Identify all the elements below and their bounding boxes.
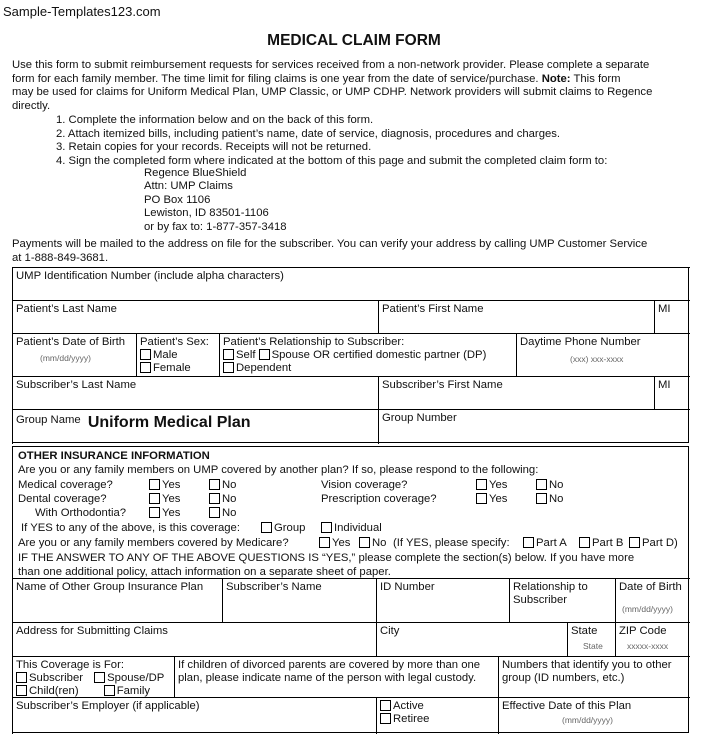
active-checkbox[interactable] (380, 700, 391, 711)
field-label: Patient’s First Name (382, 303, 484, 315)
part-b-checkbox[interactable] (579, 537, 590, 548)
retiree-checkbox[interactable] (380, 713, 391, 724)
vision-yes-checkbox[interactable] (476, 479, 487, 490)
dental-coverage-label: Dental coverage? (18, 493, 107, 505)
dependent-checkbox[interactable] (223, 362, 234, 373)
step-item: 4. Sign the completed form where indicated at the bottom of this page and submit the completed claim form to: (56, 154, 608, 167)
option-label: Active (393, 700, 424, 712)
effective-date-field[interactable] (498, 697, 690, 734)
field-label: Patient’s Last Name (16, 303, 117, 315)
other-insurance-section (12, 446, 689, 579)
field-hint: (mm/dd/yyyy) (622, 604, 673, 614)
field-label: Subscriber’s Employer (if applicable) (16, 700, 200, 712)
employer-field[interactable] (12, 697, 377, 734)
option-label: Spouse OR certified domestic partner (DP) (271, 349, 487, 361)
option-label: Family (116, 685, 151, 697)
medical-coverage-label: Medical coverage? (18, 479, 113, 491)
address-line: Lewiston, ID 83501-1106 (144, 207, 269, 220)
field-label: plan, please indicate name of the person with legal custody. (178, 672, 477, 684)
page-title: MEDICAL CLAIM FORM (267, 32, 441, 49)
prescription-coverage-label: Prescription coverage? (321, 493, 437, 505)
payment-line: Payments will be mailed to the address on file for the subscriber. You can verify your address by calling UMP Customer Service (12, 238, 648, 250)
field-label: Daytime Phone Number (520, 336, 641, 348)
field-label: Date of Birth (619, 581, 682, 593)
male-checkbox[interactable] (140, 349, 151, 360)
field-label: Patient’s Sex: (140, 336, 209, 348)
option-label: Group (274, 522, 306, 534)
field-hint: State (583, 641, 603, 651)
field-hint: (mm/dd/yyyy) (40, 353, 91, 363)
field-label: Subscriber’s First Name (382, 379, 503, 391)
medicare-yes-checkbox[interactable] (319, 537, 330, 548)
address-line: or by fax to: 1-877-357-3418 (144, 220, 287, 233)
group-name-field[interactable] (12, 409, 378, 444)
coverage-question: Are you or any family members on UMP covered by another plan? If so, please respond to the following: (18, 464, 539, 477)
field-label: Effective Date of this Plan (502, 700, 632, 712)
patient-first-name-field[interactable] (378, 300, 654, 334)
ortho-yes-checkbox[interactable] (149, 507, 160, 518)
state-field[interactable] (567, 622, 616, 657)
other-plan-details (12, 578, 689, 733)
plan-dob-field[interactable] (615, 578, 690, 623)
orthodontia-label: With Orthodontia? (35, 507, 127, 519)
option-label: Yes (162, 493, 181, 505)
family-checkbox[interactable] (104, 685, 115, 696)
option-label: No (549, 493, 564, 505)
phone-field[interactable] (516, 333, 690, 377)
dental-no-checkbox[interactable] (209, 493, 220, 504)
field-label: ZIP Code (619, 625, 667, 637)
option-label: No (222, 493, 237, 505)
option-label: Part D) (642, 537, 678, 549)
option-label: Female (153, 362, 191, 374)
field-label: ID Number (380, 581, 435, 593)
field-hint: (xxx) xxx-xxxx (570, 354, 624, 364)
address-line: Attn: UMP Claims (144, 180, 233, 193)
prescription-no-checkbox[interactable] (536, 493, 547, 504)
children-checkbox[interactable] (16, 685, 27, 696)
section-heading: OTHER INSURANCE INFORMATION (18, 450, 210, 462)
id-number-field[interactable] (376, 578, 510, 623)
vision-coverage-label: Vision coverage? (321, 479, 408, 491)
mailing-address (144, 167, 287, 234)
group-number-field[interactable] (378, 409, 690, 444)
coverage-for-field (12, 656, 175, 698)
intro-text-part: form for each family member. The time limit for filing claims is one year from the date of service/purchase. (12, 72, 539, 85)
part-d-checkbox[interactable] (629, 537, 640, 548)
payment-line: at 1-888-849-3681. (12, 251, 109, 264)
field-label: Numbers that identify you to other (502, 659, 672, 671)
relationship-field (219, 333, 517, 377)
intro-line: Use this form to submit reimbursement requests for services received from a non-network provider. Please complete a separate (12, 59, 650, 71)
group-checkbox[interactable] (261, 522, 272, 533)
option-label: Part A (536, 537, 567, 549)
option-label: Individual (334, 522, 382, 534)
ortho-no-checkbox[interactable] (209, 507, 220, 518)
medical-yes-checkbox[interactable] (149, 479, 160, 490)
field-label: Patient’s Date of Birth (16, 336, 126, 348)
field-label: Patient’s Relationship to Subscriber: (223, 336, 405, 348)
spouse-dp-checkbox[interactable] (94, 672, 105, 683)
intro-line: directly. (12, 99, 51, 112)
dental-yes-checkbox[interactable] (149, 493, 160, 504)
patient-last-name-field[interactable] (12, 300, 378, 334)
patient-info-form (12, 267, 689, 443)
option-label: Yes (162, 507, 181, 519)
subscriber-last-name-field[interactable] (12, 376, 378, 410)
vision-no-checkbox[interactable] (536, 479, 547, 490)
field-hint: (mm/dd/yyyy) (562, 715, 613, 725)
step-item: 2. Attach itemized bills, including patient’s name, date of service, diagnosis, procedures and charges. (56, 127, 561, 140)
option-label: Subscriber (29, 672, 83, 684)
self-checkbox[interactable] (223, 349, 234, 360)
option-label: Yes (162, 479, 181, 491)
medicare-no-checkbox[interactable] (359, 537, 370, 548)
medical-no-checkbox[interactable] (209, 479, 220, 490)
plan-name-field[interactable] (12, 578, 223, 623)
field-label: MI (658, 303, 671, 315)
patient-dob-field[interactable] (12, 333, 137, 377)
field-label: State (571, 625, 598, 637)
field-label: UMP Identification Number (include alpha characters) (16, 270, 284, 282)
claims-address-field[interactable] (12, 622, 377, 657)
intro-line (12, 73, 692, 87)
option-label: Child(ren) (29, 685, 79, 697)
field-label: City (380, 625, 400, 637)
field-label: Subscriber (513, 594, 567, 606)
identifying-numbers-field[interactable] (498, 656, 690, 698)
watermark: Sample-Templates123.com (3, 4, 161, 19)
option-label: Part B (592, 537, 624, 549)
part-a-checkbox[interactable] (523, 537, 534, 548)
coverage-type-question: If YES to any of the above, is this coverage: (21, 522, 240, 534)
field-hint: xxxxx-xxxx (627, 641, 669, 651)
ump-id-field[interactable] (12, 267, 690, 301)
field-label: Group Name (16, 414, 81, 426)
field-label: group (ID numbers, etc.) (502, 672, 625, 684)
group-name-value: Uniform Medical Plan (87, 414, 251, 431)
option-label: Self (236, 349, 256, 361)
other-insurance-body (18, 449, 686, 477)
individual-checkbox[interactable] (321, 522, 332, 533)
field-label: Subscriber’s Name (226, 581, 322, 593)
subscriber-first-name-field[interactable] (378, 376, 654, 410)
spouse-checkbox[interactable] (259, 349, 270, 360)
field-label: Name of Other Group Insurance Plan (16, 581, 204, 593)
field-label: MI (658, 379, 671, 391)
option-label: Spouse/DP (107, 672, 165, 684)
patient-mi-field[interactable] (654, 300, 690, 334)
zip-field[interactable] (615, 622, 690, 657)
field-label: Address for Submitting Claims (16, 625, 168, 637)
subscriber-mi-field[interactable] (654, 376, 690, 410)
field-label: Subscriber’s Last Name (16, 379, 137, 391)
option-label: Yes (489, 493, 508, 505)
option-label: Male (153, 349, 178, 361)
legal-custody-field[interactable] (174, 656, 499, 698)
address-line: Regence BlueShield (144, 167, 247, 179)
note-label: Note: (541, 72, 571, 85)
field-label: If children of divorced parents are covered by more than one (178, 659, 481, 671)
option-label: No (372, 537, 387, 549)
address-line: PO Box 1106 (144, 193, 211, 206)
option-label: No (549, 479, 564, 491)
step-item: 1. Complete the information below and on the back of this form. (56, 114, 374, 126)
female-checkbox[interactable] (140, 362, 151, 373)
patient-sex-field (136, 333, 220, 377)
medicare-question: Are you or any family members covered by Medicare? (18, 537, 289, 549)
relationship-to-subscriber-field[interactable] (509, 578, 616, 623)
city-field[interactable] (376, 622, 568, 657)
instruction-steps (56, 114, 607, 168)
payment-note (12, 238, 692, 265)
option-label: No (222, 479, 237, 491)
field-label: Group Number (382, 412, 457, 424)
subscriber-name-field[interactable] (222, 578, 377, 623)
option-label: Dependent (236, 362, 292, 374)
instruction-line: IF THE ANSWER TO ANY OF THE ABOVE QUESTIONS IS “YES,” please complete the section(s) below. If you have more (18, 552, 635, 564)
step-item: 3. Retain copies for your records. Receipts will not be returned. (56, 141, 372, 154)
option-label: Yes (489, 479, 508, 491)
employment-status-field (376, 697, 499, 734)
intro-line: may be used for claims for Uniform Medical Plan, UMP Classic, or UMP CDHP. Network providers will submit claims to Regence (12, 86, 653, 99)
medicare-specify-label: (If YES, please specify: (393, 537, 510, 549)
intro-text (12, 59, 692, 113)
option-label: Yes (332, 537, 351, 549)
field-label: Relationship to (513, 581, 588, 593)
intro-text-part: This form (570, 72, 621, 85)
option-label: Retiree (393, 713, 430, 725)
instruction-line: than one additional policy, attach information on a separate sheet of paper. (18, 566, 391, 578)
prescription-yes-checkbox[interactable] (476, 493, 487, 504)
option-label: No (222, 507, 237, 519)
subscriber-checkbox[interactable] (16, 672, 27, 683)
field-label: This Coverage is For: (16, 659, 124, 671)
